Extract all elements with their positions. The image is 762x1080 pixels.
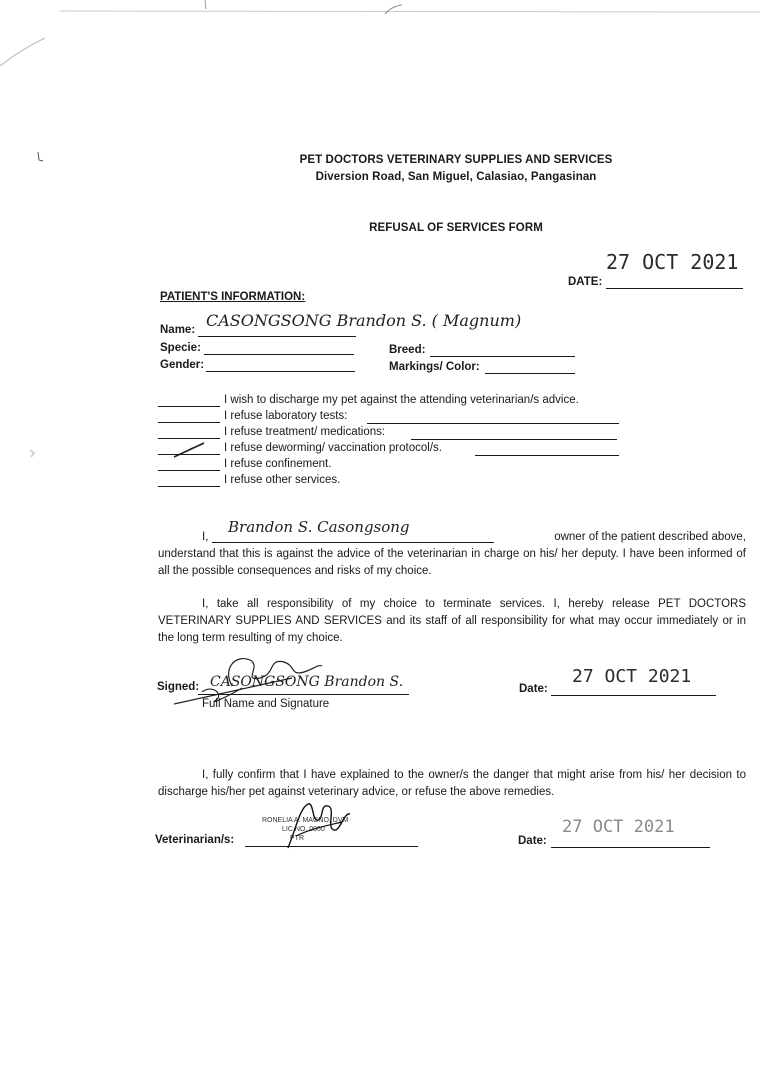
option-text: I refuse treatment/ medications: — [224, 426, 386, 438]
name-line — [198, 336, 356, 337]
name-value: CASONGSONG Brandon S. ( Magnum) — [206, 311, 522, 330]
option-detail-line — [475, 455, 619, 456]
vet-label: Veterinarian/s: — [155, 834, 235, 846]
option-text: I refuse confinement. — [224, 458, 332, 470]
markings-label: Markings/ Color: — [389, 361, 480, 373]
date-line — [606, 288, 743, 289]
vet-date-line — [551, 847, 710, 848]
gender-line — [206, 371, 355, 372]
breed-line — [430, 356, 575, 357]
gender-label: Gender: — [160, 359, 205, 371]
option-blank[interactable] — [158, 486, 220, 487]
option-text: I refuse deworming/ vaccination protocol/s. — [224, 442, 442, 454]
option-blank[interactable] — [158, 406, 220, 407]
statement-body: understand that this is against the advice of the veterinarian in charge on his/ her deputy. I have been informed of all the possible consequences and risks of my choice. — [158, 548, 746, 577]
owner-date-line — [551, 695, 716, 696]
checkmark-icon — [170, 440, 210, 460]
owner-name-handwritten: Brandon S. Casongsong — [228, 518, 410, 536]
owner-date-stamp: 27 OCT 2021 — [572, 666, 692, 687]
markings-line — [485, 373, 575, 374]
signed-label: Signed: — [157, 681, 200, 693]
vet-date-label: Date: — [518, 835, 547, 847]
responsibility-paragraph: I, take all responsibility of my choice to terminate services. I, hereby release PET DOCTORS VETERINARY SUPPLIES AND SERVICES and its staff of all responsibility for what may occur immediately or in the long term resulting of my choice. — [158, 598, 746, 644]
option-blank[interactable] — [158, 470, 220, 471]
signed-value: CASONGSONG Brandon S. — [210, 674, 404, 690]
date-label: DATE: — [568, 276, 603, 288]
vet-stamp-name: RONELIA A. MAGNO, DVM — [262, 817, 349, 824]
option-blank[interactable] — [158, 422, 220, 423]
vet-stamp-ptr: PTR — [290, 835, 304, 842]
option-text: I wish to discharge my pet against the attending veterinarian/s advice. — [224, 394, 579, 406]
option-item — [158, 426, 628, 442]
patient-section-title: PATIENT'S INFORMATION: — [160, 291, 306, 303]
confirmation-paragraph: I, fully confirm that I have explained to the owner/s the danger that might arise from his/ her decision to discharge his/her pet against veterinary advice, or refuse the above remedies. — [158, 769, 746, 798]
company-address: Diversion Road, San Miguel, Calasiao, Pangasinan — [315, 171, 597, 183]
vet-date-stamp: 27 OCT 2021 — [562, 817, 675, 837]
option-item — [158, 458, 628, 474]
form-title: REFUSAL OF SERVICES FORM — [369, 222, 543, 234]
option-item — [158, 442, 628, 458]
owner-name-line — [212, 542, 494, 543]
scan-artifact-lines — [0, 0, 762, 120]
breed-label: Breed: — [389, 344, 426, 356]
option-item — [158, 474, 628, 490]
name-label: Name: — [160, 324, 196, 336]
vet-signature-scribble — [282, 798, 362, 854]
statement-line1-suffix: owner of the patient described above, — [554, 531, 746, 543]
option-detail-line — [367, 423, 619, 424]
specie-line — [204, 354, 354, 355]
company-name: PET DOCTORS VETERINARY SUPPLIES AND SERVICES — [299, 154, 613, 166]
vet-stamp-license: LIC NO. 0060 — [282, 826, 325, 833]
option-text: I refuse laboratory tests: — [224, 410, 348, 422]
option-text: I refuse other services. — [224, 474, 341, 486]
owner-date-label: Date: — [519, 683, 548, 695]
statement-prefix: I, — [202, 531, 209, 543]
specie-label: Specie: — [160, 342, 201, 354]
option-item — [158, 394, 628, 410]
date-stamp-top: 27 OCT 2021 — [606, 250, 739, 274]
option-blank[interactable] — [158, 438, 220, 439]
signed-line — [198, 694, 409, 695]
signed-caption: Full Name and Signature — [202, 698, 330, 710]
option-item — [158, 410, 628, 426]
option-detail-line — [411, 439, 617, 440]
